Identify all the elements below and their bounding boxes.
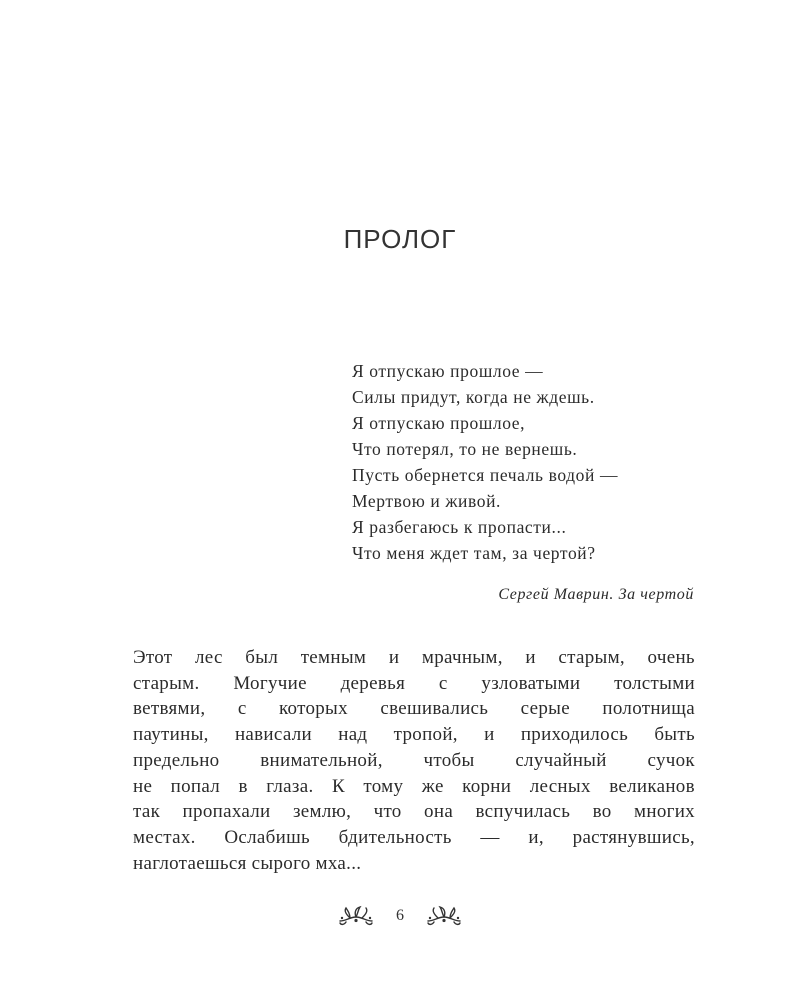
- word: и,: [528, 826, 544, 848]
- word: с: [237, 698, 247, 720]
- word: в: [238, 775, 248, 797]
- body-line: [133, 696, 695, 722]
- word: внимательной,: [260, 749, 383, 771]
- word: местах.: [133, 826, 196, 848]
- word: вспучилась: [475, 801, 571, 823]
- body-line: [133, 748, 695, 774]
- word: лесных: [529, 775, 591, 797]
- word: она: [424, 801, 454, 823]
- word: Могучие: [233, 672, 307, 694]
- word: бдительность: [338, 826, 452, 848]
- epigraph-line: Мертвою и живой.: [352, 491, 502, 511]
- word: Этот: [133, 647, 173, 668]
- word: землю,: [292, 801, 352, 823]
- word: деревья: [340, 672, 406, 694]
- word: тому: [363, 775, 404, 797]
- floral-ornament-icon: [424, 905, 464, 927]
- word: же: [421, 775, 444, 797]
- word: над: [338, 724, 368, 746]
- word: старым.: [133, 672, 200, 694]
- word: растянувшись,: [572, 826, 695, 848]
- word: многих: [634, 801, 695, 823]
- word: предельно: [133, 749, 220, 771]
- body-line: [133, 722, 695, 748]
- epigraph-line: Я отпускаю прошлое,: [352, 413, 526, 433]
- word: толстыми: [614, 672, 695, 694]
- word: нависали: [234, 724, 312, 746]
- word: и: [484, 724, 495, 746]
- body-line: [133, 825, 695, 851]
- epigraph: [352, 358, 702, 566]
- word: свешивались: [380, 698, 489, 720]
- page-number: 6: [396, 907, 404, 924]
- word: чтобы: [423, 749, 475, 771]
- word: корни: [462, 775, 512, 797]
- word: очень: [647, 647, 695, 668]
- epigraph-line: Что меня ждет там, за чертой?: [352, 543, 596, 563]
- epigraph-line: Я разбегаюсь к пропасти...: [352, 517, 567, 537]
- body-paragraph: [133, 645, 695, 876]
- body-line: [133, 671, 695, 697]
- word: старым,: [558, 647, 625, 668]
- epigraph-line: Силы придут, когда не ждешь.: [352, 387, 595, 407]
- word: которых: [278, 698, 348, 720]
- word: великанов: [609, 775, 695, 797]
- word: с: [438, 672, 448, 694]
- epigraph-line: Я отпускаю прошлое —: [352, 361, 544, 381]
- epigraph-line: Что потерял, то не вернешь.: [352, 439, 578, 459]
- body-line: наглотаешься сырого мха...: [133, 852, 362, 874]
- word: во: [592, 801, 612, 823]
- floral-ornament-icon: [336, 905, 376, 927]
- word: полотнища: [602, 698, 695, 720]
- epigraph-attribution: Сергей Маврин. За чертой: [498, 586, 694, 603]
- word: попал: [170, 775, 221, 797]
- word: глаза.: [266, 775, 314, 797]
- word: быть: [654, 724, 695, 746]
- body-line: [133, 799, 695, 825]
- word: Ослабишь: [224, 826, 310, 848]
- word: и: [388, 647, 400, 668]
- word: мрачным,: [421, 647, 503, 668]
- page-footer: [0, 905, 800, 927]
- chapter-title: ПРОЛОГ: [343, 224, 457, 254]
- word: серые: [520, 698, 570, 720]
- word: был: [245, 647, 279, 668]
- word: сучок: [647, 749, 695, 771]
- word: тропой,: [393, 724, 458, 746]
- word: так: [133, 801, 161, 823]
- body-line: [133, 774, 695, 800]
- word: пропахали: [182, 801, 271, 823]
- word: темным: [300, 647, 367, 668]
- word: что: [373, 801, 402, 823]
- word: случайный: [515, 749, 607, 771]
- word: узловатыми: [481, 672, 581, 694]
- word: —: [480, 826, 500, 848]
- word: паутины,: [133, 724, 209, 746]
- body-line: [133, 645, 695, 671]
- word: К: [331, 775, 345, 797]
- word: лес: [194, 647, 223, 668]
- word: не: [133, 775, 153, 797]
- word: ветвями,: [133, 698, 206, 720]
- word: приходилось: [520, 724, 629, 746]
- word: и: [525, 647, 536, 668]
- epigraph-line: Пусть обернется печаль водой —: [352, 465, 619, 485]
